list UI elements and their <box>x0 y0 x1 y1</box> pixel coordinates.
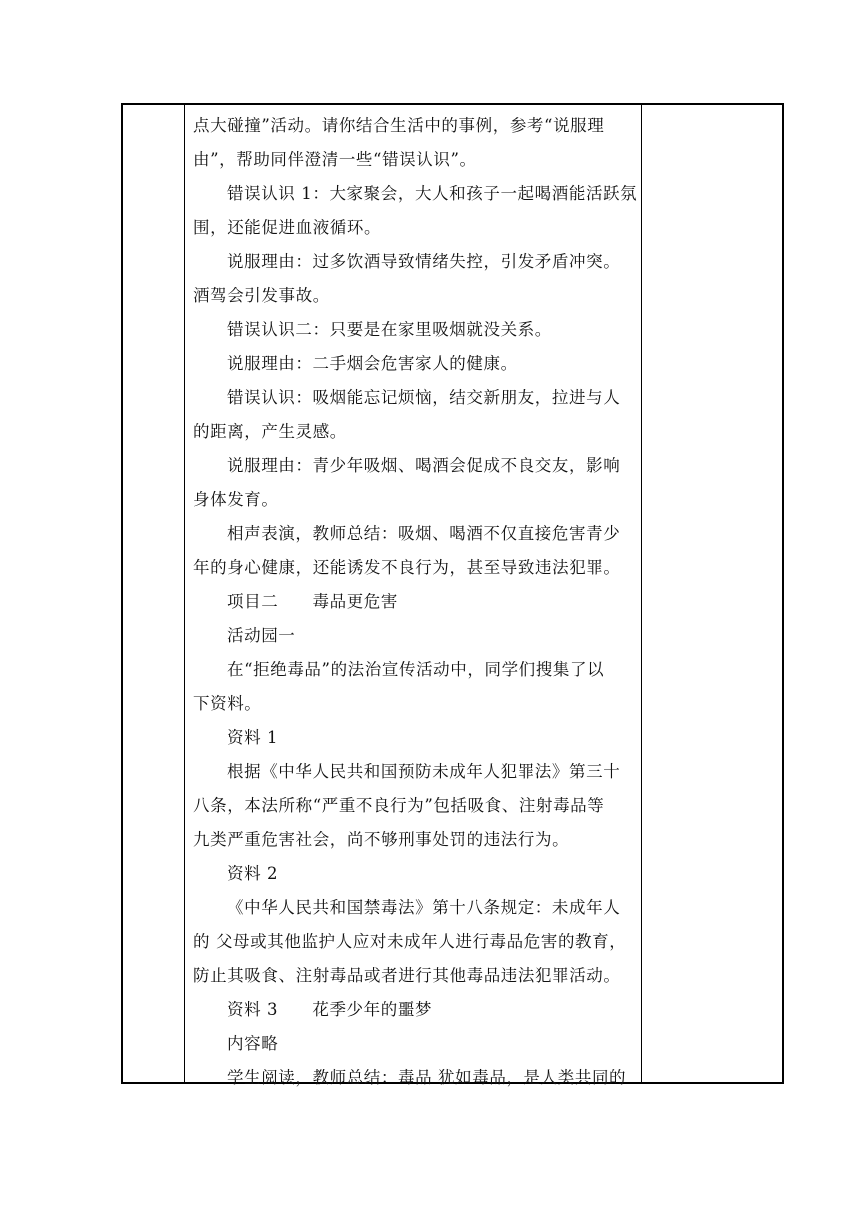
content-line: 年的身心健康，还能诱发不良行为，甚至导致违法犯罪。 <box>193 558 621 577</box>
content-line: 资料 2 <box>227 864 279 883</box>
content-line: 内容略 <box>227 1034 279 1053</box>
content-line: 的距离，产生灵感。 <box>193 422 347 441</box>
content-line: 项目二 毒品更危害 <box>227 592 398 611</box>
content-line: 说服理由：二手烟会危害家人的健康。 <box>227 354 518 373</box>
content-line: 资料 1 <box>227 728 279 747</box>
content-line: 在“拒绝毒品”的法治宣传活动中，同学们搜集了以 <box>227 660 605 679</box>
content-line: 点大碰撞”活动。请你结合生活中的事例，参考“说服理 <box>193 116 605 135</box>
table-left-column <box>123 105 185 1082</box>
content-line: 围，还能促进血液循环。 <box>193 218 382 237</box>
content-line: 的 父母或其他监护人应对未成年人进行毒品危害的教育， <box>193 932 627 951</box>
content-line: 身体发育。 <box>193 490 279 509</box>
table-content-column <box>185 105 642 1087</box>
content-line: 酒驾会引发事故。 <box>193 286 330 305</box>
table-right-column <box>642 105 782 1082</box>
content-line: 活动园一 <box>227 626 296 645</box>
content-line: 由”，帮助同伴澄清一些“错误认识”。 <box>193 150 477 169</box>
content-line: 说服理由：过多饮酒导致情绪失控，引发矛盾冲突。 <box>227 252 621 271</box>
content-line: 错误认识 1：大家聚会，大人和孩子一起喝酒能活跃氛 <box>227 184 638 203</box>
lesson-plan-table <box>121 103 784 1087</box>
content-line: 根据《中华人民共和国预防未成年人犯罪法》第三十 <box>227 762 621 781</box>
content-line: 防止其吸食、注射毒品或者进行其他毒品违法犯罪活动。 <box>193 966 621 985</box>
content-line: 九类严重危害社会，尚不够刑事处罚的违法行为。 <box>193 830 570 849</box>
content-line: 八条，本法所称“严重不良行为”包括吸食、注射毒品等 <box>193 796 605 815</box>
content-line: 错误认识：吸烟能忘记烦恼，结交新朋友，拉进与人 <box>227 388 621 407</box>
content-line: 错误认识二：只要是在家里吸烟就没关系。 <box>227 320 552 339</box>
content-line: 下资料。 <box>193 694 262 713</box>
content-line: 学生阅读，教师总结：毒品 犹如毒品，是人类共同的 <box>227 1068 627 1087</box>
content-line: 资料 3 花季少年的噩梦 <box>227 1000 433 1019</box>
lesson-content <box>193 109 637 1095</box>
content-line: 说服理由：青少年吸烟、喝酒会促成不良交友，影响 <box>227 456 621 475</box>
content-line: 《中华人民共和国禁毒法》第十八条规定：未成年人 <box>227 898 621 917</box>
content-line: 相声表演，教师总结：吸烟、喝酒不仅直接危害青少 <box>227 524 621 543</box>
